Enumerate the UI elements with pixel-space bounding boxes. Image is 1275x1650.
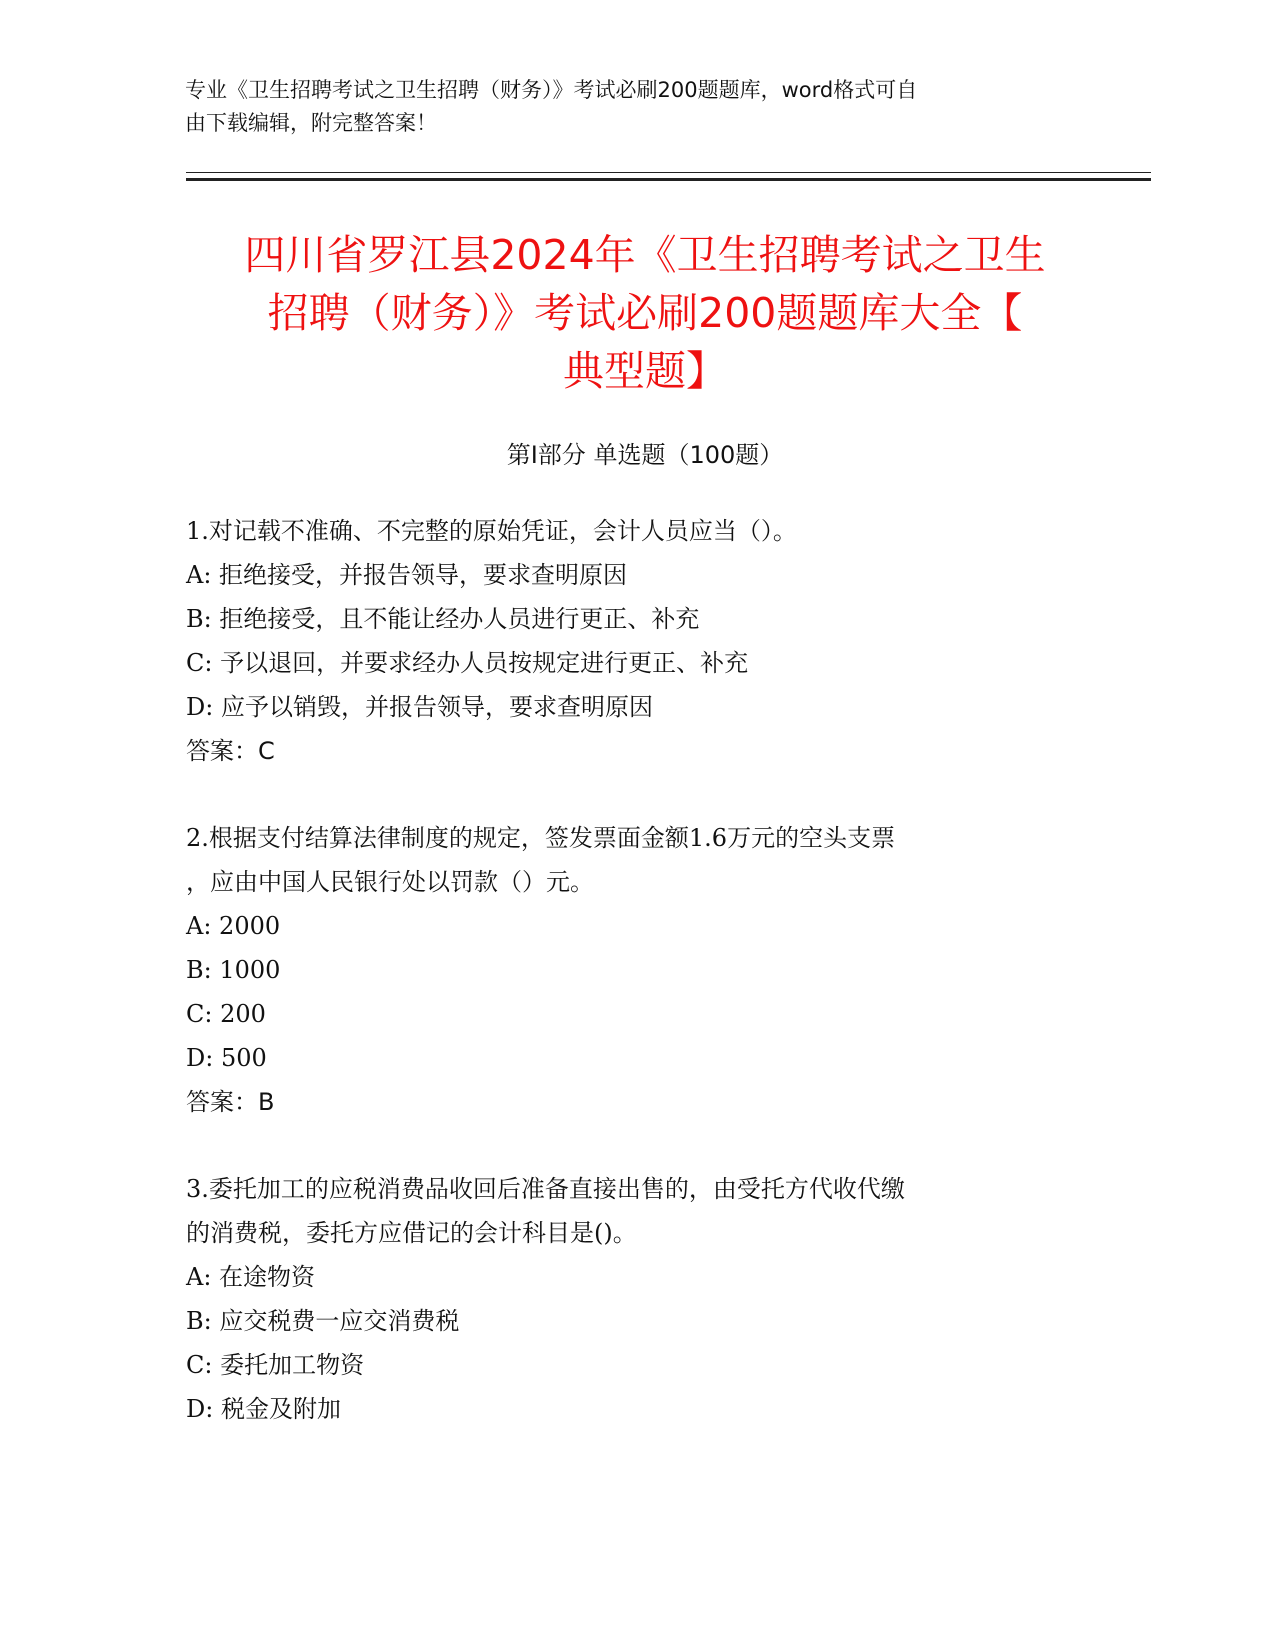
question-1-option-d: D: 应予以销毁，并报告领导，要求查明原因 [186,693,653,721]
question-3-option-b: B: 应交税费一应交消费税 [186,1307,460,1335]
header-divider-thick [186,178,1151,181]
question-2-stem-line-2: ，应由中国人民银行处以罚款（）元。 [186,868,594,896]
question-1-option-b: B: 拒绝接受，且不能让经办人员进行更正、补充 [186,605,700,633]
document-title [140,226,1150,400]
document-title-line-2: 招聘（财务）》考试必刷200题题库大全【 [267,289,1023,337]
question-1-stem: 1.对记载不准确、不完整的原始凭证，会计人员应当（）。 [186,517,797,545]
question-2-option-d: D: 500 [186,1044,267,1072]
section-heading: 第I部分 单选题（100题） [506,441,784,469]
header-note [185,74,1085,140]
question-1-answer: 答案：C [186,737,275,765]
question-3-option-c: C: 委托加工物资 [186,1351,365,1379]
question-1-option-a: A: 拒绝接受，并报告领导，要求查明原因 [186,561,628,589]
question-1-option-c: C: 予以退回，并要求经办人员按规定进行更正、补充 [186,649,749,677]
document-title-line-3: 典型题】 [563,347,727,395]
question-2-option-a: A: 2000 [186,912,281,940]
question-3-stem-line-1: 3.委托加工的应税消费品收回后准备直接出售的，由受托方代收代缴 [186,1175,905,1203]
question-2-stem-line-1: 2.根据支付结算法律制度的规定，签发票面金额1.6万元的空头支票 [186,824,896,852]
question-2-answer: 答案：B [186,1088,275,1116]
header-note-line-2: 由下载编辑，附完整答案！ [185,111,437,135]
question-3-option-a: A: 在途物资 [186,1263,316,1291]
header-divider-thin [186,172,1151,173]
question-3-stem-line-2: 的消费税，委托方应借记的会计科目是()。 [186,1219,637,1247]
question-2-option-c: C: 200 [186,1000,266,1028]
document-title-line-1: 四川省罗江县2024年《卫生招聘考试之卫生 [244,231,1046,279]
header-note-line-1: 专业《卫生招聘考试之卫生招聘（财务）》考试必刷200题题库，word格式可自 [185,78,918,102]
question-2-option-b: B: 1000 [186,956,281,984]
question-3-option-d: D: 税金及附加 [186,1395,341,1423]
